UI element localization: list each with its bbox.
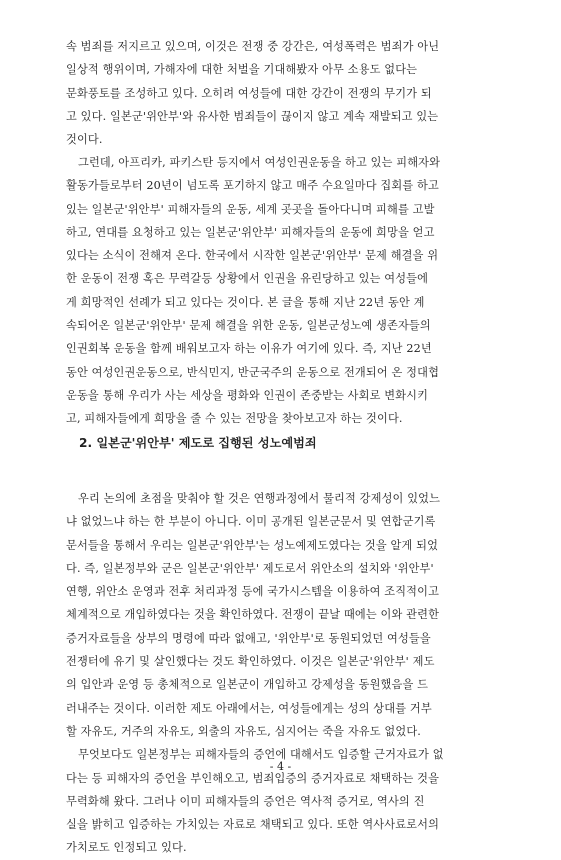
text-line: 동안 여성인권운동으로, 반식민지, 반군국주의 운동으로 전개되어 온 정대협 — [66, 365, 440, 379]
text-line: 활동가들로부터 20년이 넘도록 포기하지 않고 매주 수요일마다 집회를 하고 — [66, 179, 439, 193]
page-number: - 4 - — [269, 760, 292, 773]
text-line: 의 입안과 운영 등 총체적으로 일본군이 개입하고 강제성을 동원했음을 드 — [66, 678, 429, 692]
text-line: 게 희망적인 선례가 되고 있다는 것이다. 본 글을 통해 지난 22년 동안 계 — [66, 295, 425, 309]
text-line: 인권회복 운동을 함께 배워보고자 하는 이유가 여기에 있다. 즉, 지난 22년 — [66, 342, 432, 356]
text-line: 속 범죄를 저지르고 있으며, 이것은 전쟁 중 강간은, 여성폭력은 범죄가 아닌 — [66, 40, 440, 53]
text-line: 고 있다. 일본군'위안부'와 유사한 범죄들이 끊이지 않고 계속 재발되고 있는 — [66, 109, 439, 123]
text-line: 그런데, 아프리카, 파키스탄 등지에서 여성인권운동을 하고 있는 피해자와 — [78, 156, 441, 169]
text-line: 있는 일본군'위안부' 피해자들의 운동, 세계 곳곳을 돌아다니며 피해를 고발 — [66, 202, 435, 216]
text-line: 러내주는 것이다. 이러한 제도 아래에서는, 여성들에게는 성의 상대를 거부 — [66, 701, 432, 715]
text-line: 하고, 연대를 요청하고 있는 일본군'위안부' 피해자들의 운동에 희망을 얻고 — [66, 225, 435, 239]
text-line: 문화풍토를 조성하고 있다. 오히려 여성들에 대한 강간이 전쟁의 무기가 되 — [66, 86, 432, 100]
text-line: 문서들을 통해서 우리는 일본군'위안부'는 성노예제도였다는 것을 알게 되었 — [66, 538, 439, 552]
text-line: 실을 밝히고 입증하는 가치있는 자료로 채택되고 있다. 또한 역사사료로서의 — [66, 818, 440, 832]
text-line: 전쟁터에 유기 및 살인했다는 것도 확인하였다. 이것은 일본군'위안부' 제도 — [66, 655, 435, 669]
text-line: 체계적으로 개입하였다는 것을 확인하였다. 전쟁이 끝날 때에는 이와 관련한 — [66, 608, 440, 622]
text-line: 증거자료들을 상부의 명령에 따라 없애고, '위안부'로 동원되었던 여성들을 — [66, 631, 431, 645]
section-heading: 2. 일본군'위안부' 제도로 집행된 성노예범죄 — [79, 436, 317, 450]
text-line: 다는 등 피해자의 증언을 부인해오고, 범죄입증의 증거자료로 채택하는 것을 — [66, 771, 440, 785]
text-line: 있다는 소식이 전해져 온다. 한국에서 시작한 일본군'위안부' 문제 해결을 위 — [66, 249, 439, 263]
text-line: 우리 논의에 초점을 맞춰야 할 것은 연행과정에서 물리적 강제성이 있었느 — [78, 492, 441, 505]
text-line: 것이다. — [66, 133, 103, 147]
paragraph-2 — [66, 151, 498, 431]
text-line: 냐 없었느냐 하는 한 부분이 아니다. 이미 공개된 일본군문서 및 연합군기록 — [66, 515, 436, 529]
text-line: 연행, 위안소 운영과 전후 처리과정 등에 국가시스템을 이용하여 조직적이고 — [66, 585, 440, 599]
text-line: 운동을 통해 우리가 사는 세상을 평화와 인권이 존중받는 사회로 변화시키 — [66, 388, 429, 402]
text-line: 고, 피해자들에게 희망을 줄 수 있는 전망을 찾아보고자 하는 것이다. — [66, 412, 403, 426]
text-line: 다. 즉, 일본정부와 군은 일본군'위안부' 제도로서 위안소의 설치와 '위안부' — [66, 561, 434, 575]
paragraph-3 — [66, 487, 498, 860]
text-line: 가치로도 인정되고 있다. — [66, 841, 187, 855]
text-line: 할 자유도, 거주의 자유도, 외출의 자유도, 심지어는 죽을 자유도 없었다. — [66, 724, 421, 738]
paragraph-intro-tail — [66, 35, 498, 151]
text-line: 무력화해 왔다. 그러나 이미 피해자들의 증언은 역사적 증거로, 역사의 진 — [66, 794, 425, 808]
text-line: 속되어온 일본군'위안부' 문제 해결을 위한 운동, 일본군성노예 생존자들의 — [66, 319, 431, 333]
text-line: 한 운동이 전쟁 혹은 무력갈등 상황에서 인권을 유린당하고 있는 여성들에 — [66, 272, 429, 286]
text-line: 무엇보다도 일본정부는 피해자들의 증언에 대해서도 입증할 근거자료가 없 — [78, 748, 444, 762]
text-line: 일상적 행위이며, 가해자에 대한 처벌을 기대해봤자 아무 소용도 없다는 — [66, 63, 418, 77]
